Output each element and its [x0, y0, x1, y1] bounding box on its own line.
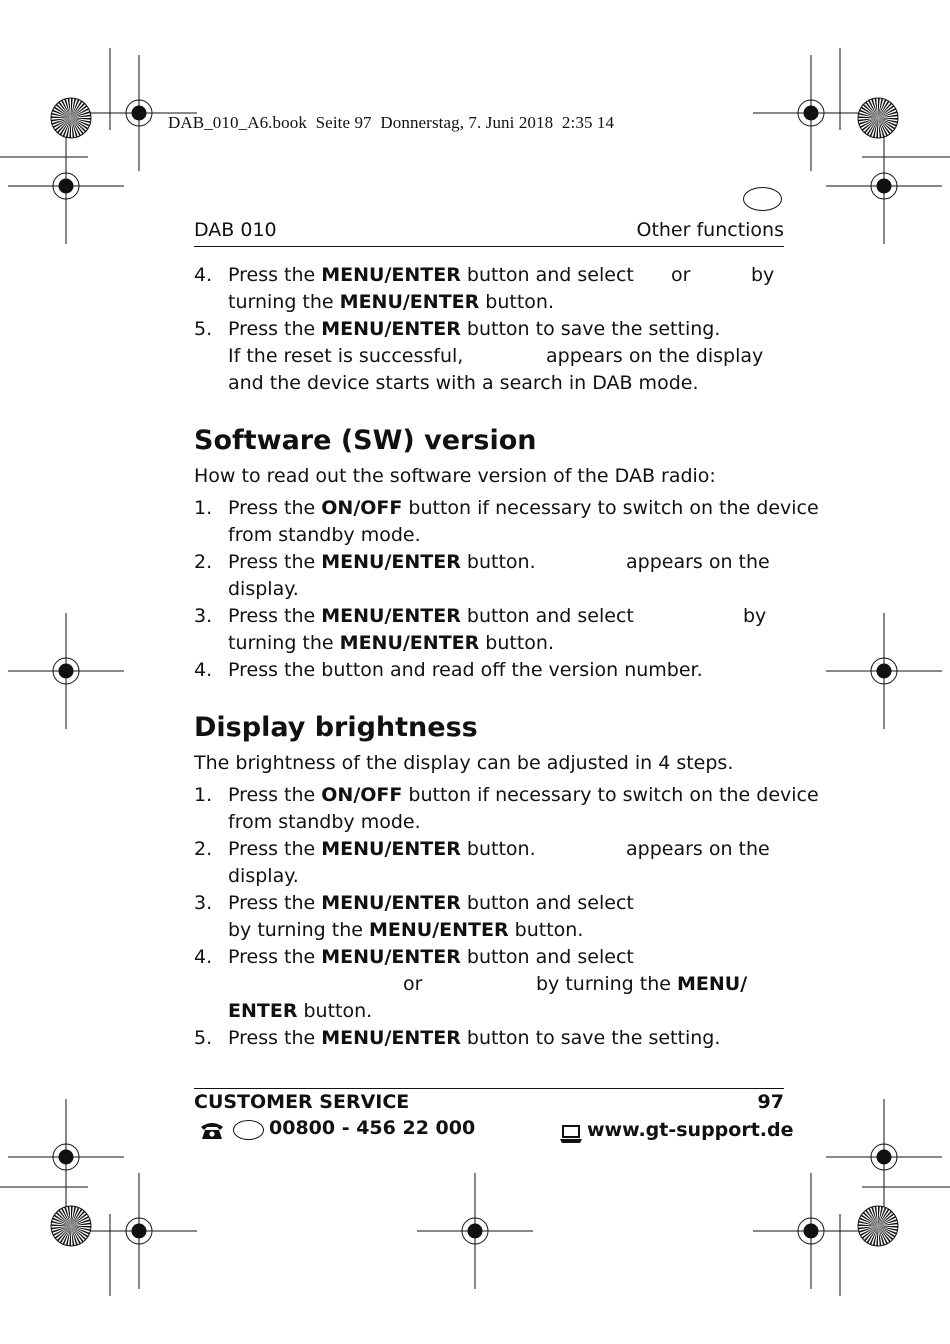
- registration-cross: [826, 613, 942, 729]
- starburst-mark: [858, 1206, 898, 1246]
- country-oval: [233, 1120, 264, 1140]
- telephone-icon: [198, 1119, 226, 1145]
- section-intro: How to read out the software version of the DAB radio:: [194, 465, 716, 487]
- step-text: Press the MENU/ENTER button.: [228, 838, 536, 860]
- section-intro: The brightness of the display can be adjusted in 4 steps.: [194, 752, 734, 774]
- registration-cross: [8, 613, 124, 729]
- step-text-by: by: [751, 264, 775, 286]
- step-text-or: or: [671, 264, 691, 286]
- page-number: 97: [757, 1091, 784, 1113]
- print-meta: DAB_010_A6.book Seite 97 Donnerstag, 7. Juni 2018 2:35 14: [168, 113, 615, 132]
- step-text: Press the MENU/ENTER button to save the setting.: [228, 1027, 721, 1049]
- step-text: Press the ON/OFF button if necessary to switch on the device: [228, 784, 819, 806]
- registration-cross: [826, 1099, 942, 1215]
- step-number: 2.: [194, 838, 213, 860]
- step-text: turning the MENU/ENTER button.: [228, 632, 555, 654]
- step-text: and the device starts with a search in DAB mode.: [228, 372, 699, 394]
- step-text-by: by: [743, 605, 767, 627]
- starburst-mark: [51, 98, 91, 138]
- registration-cross: [753, 55, 869, 171]
- step-text: by turning the MENU/ENTER button.: [228, 919, 584, 941]
- starburst-mark: [858, 98, 898, 138]
- step-number: 3.: [194, 605, 213, 627]
- step-text: appears on the: [626, 838, 770, 860]
- step-text: Press the MENU/ENTER button and select: [228, 946, 634, 968]
- step-text: by turning the MENU/: [536, 973, 748, 995]
- starburst-mark: [51, 1206, 91, 1246]
- step-text: ENTER button.: [228, 1000, 373, 1022]
- step-number: 2.: [194, 551, 213, 573]
- customer-service-label: CUSTOMER SERVICE: [194, 1091, 410, 1113]
- registration-cross: [8, 128, 124, 244]
- step-number: 4.: [194, 946, 213, 968]
- footer-rule: [194, 1088, 784, 1089]
- step-text: Press the button and read off the version number.: [228, 659, 703, 681]
- registration-cross: [826, 128, 942, 244]
- registration-cross: [81, 1173, 197, 1289]
- step-text: Press the MENU/ENTER button and select: [228, 605, 634, 627]
- registration-cross: [417, 1173, 533, 1289]
- step-number: 4.: [194, 264, 213, 286]
- section-title-software: Software (SW) version: [194, 425, 537, 456]
- support-website: www.gt-support.de: [587, 1119, 794, 1141]
- step-number: 1.: [194, 497, 213, 519]
- laptop-icon: [560, 1124, 582, 1148]
- phone-number: 00800 - 456 22 000: [269, 1117, 476, 1139]
- registration-cross: [753, 1173, 869, 1289]
- step-text: Press the MENU/ENTER button and select: [228, 264, 634, 286]
- step-text-or: or: [403, 973, 423, 995]
- step-number: 4.: [194, 659, 213, 681]
- registration-cross: [8, 1099, 124, 1215]
- step-text: If the reset is successful,: [228, 345, 464, 367]
- step-text: appears on the display: [546, 345, 764, 367]
- step-text: Press the MENU/ENTER button.: [228, 551, 536, 573]
- language-badge: [743, 187, 782, 211]
- step-text: display.: [228, 578, 299, 600]
- step-number: 3.: [194, 892, 213, 914]
- step-text: Press the MENU/ENTER button and select: [228, 892, 634, 914]
- header-rule: [194, 246, 784, 247]
- step-text: display.: [228, 865, 299, 887]
- step-text: from standby mode.: [228, 524, 421, 546]
- step-text: Press the ON/OFF button if necessary to switch on the device: [228, 497, 819, 519]
- step-number: 5.: [194, 318, 213, 340]
- header-section: Other functions: [636, 219, 784, 241]
- step-number: 5.: [194, 1027, 213, 1049]
- step-text: Press the MENU/ENTER button to save the setting.: [228, 318, 721, 340]
- section-title-brightness: Display brightness: [194, 712, 478, 743]
- step-text: turning the MENU/ENTER button.: [228, 291, 555, 313]
- step-number: 1.: [194, 784, 213, 806]
- step-text: appears on the: [626, 551, 770, 573]
- step-text: from standby mode.: [228, 811, 421, 833]
- header-model: DAB 010: [194, 219, 277, 241]
